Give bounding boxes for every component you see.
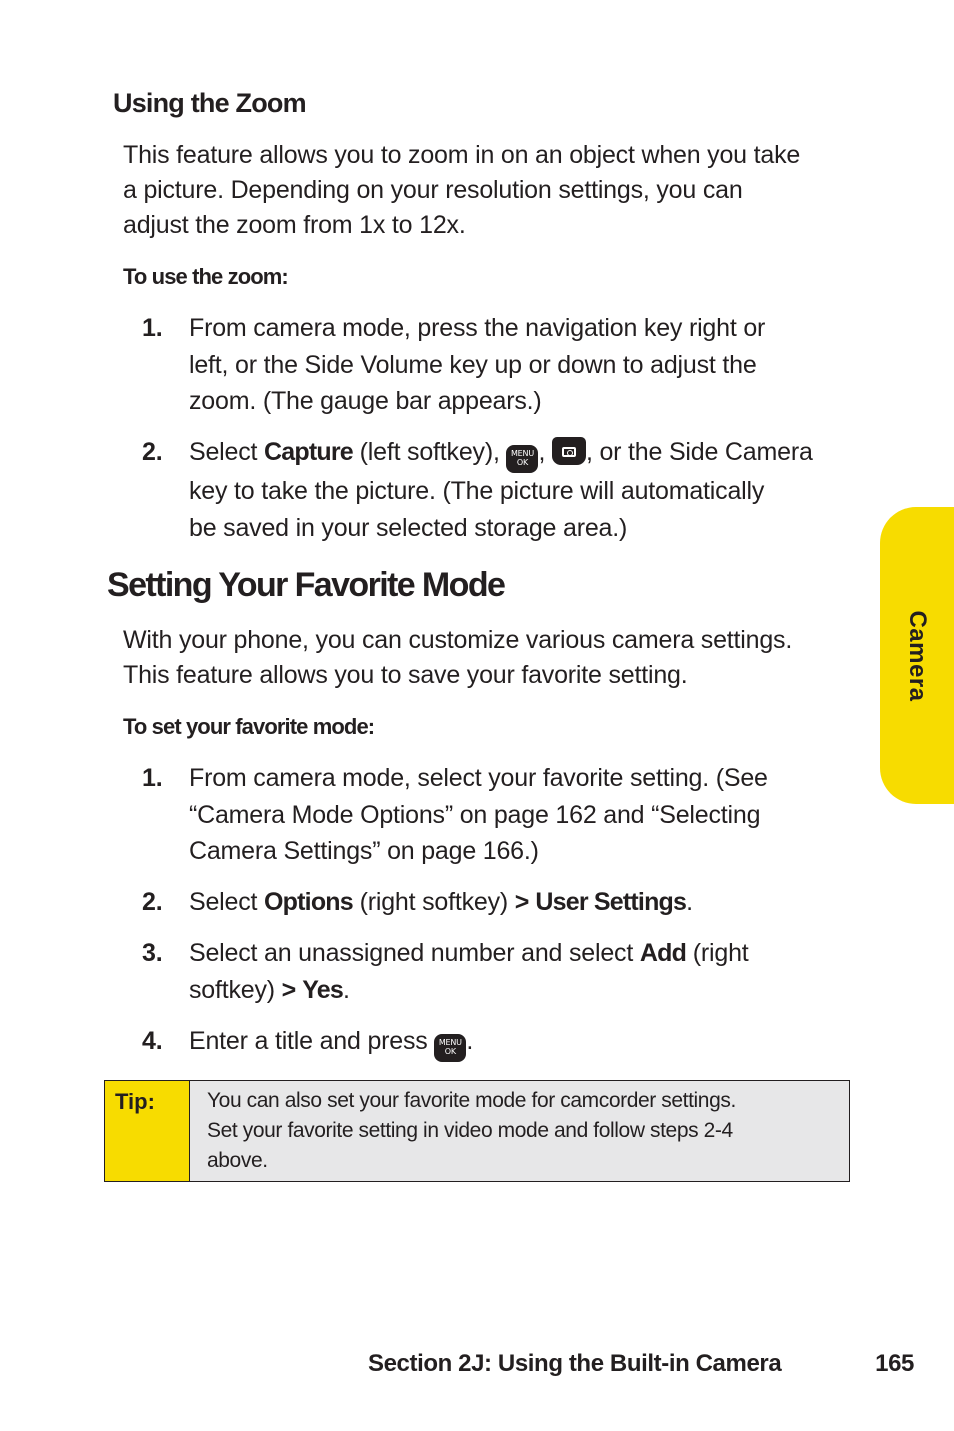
text-line: a picture. Depending on your resolution settings, you can — [123, 176, 743, 204]
favorite-intro — [123, 623, 863, 693]
text: . — [686, 888, 693, 916]
step-text — [189, 310, 859, 420]
text-line: From camera mode, press the navigation key right or — [189, 314, 766, 342]
step-number: 1. — [142, 764, 163, 792]
side-tab-camera — [880, 507, 954, 804]
step-text — [189, 935, 859, 1008]
favorite-subheading: To set your favorite mode: — [123, 714, 375, 739]
key-text: MENU — [510, 449, 534, 458]
text-line: From camera mode, select your favorite setting. (See — [189, 764, 768, 792]
zoom-subheading: To use the zoom: — [123, 264, 288, 289]
tip-box — [104, 1080, 850, 1182]
favorite-step-3 — [142, 935, 842, 1009]
text: , — [538, 438, 546, 466]
key-text: OK — [444, 1047, 456, 1056]
text: (right — [686, 939, 749, 967]
page-footer — [368, 1350, 914, 1378]
text-line: Set your favorite setting in video mode and follow steps 2-4 — [207, 1119, 733, 1142]
section-heading-zoom: Using the Zoom — [113, 88, 306, 118]
yes-label: Yes — [302, 975, 343, 1004]
text: Select — [189, 888, 265, 916]
text: (left softkey), — [352, 438, 507, 466]
text-line: This feature allows you to save your favorite setting. — [123, 661, 688, 689]
menu-ok-key-icon — [434, 1034, 466, 1062]
step-text — [189, 884, 859, 921]
footer-section: Section 2J: Using the Built-in Camera — [368, 1350, 782, 1377]
page-number: 165 — [875, 1350, 914, 1377]
text-line: left, or the Side Volume key up or down to adjust the — [189, 350, 757, 379]
text: Select an unassigned number and select — [189, 939, 640, 967]
step-number: 2. — [142, 438, 163, 466]
text: , or the Side Camera — [585, 438, 813, 466]
step-number: 2. — [142, 888, 163, 916]
menu-ok-key-icon — [506, 445, 538, 473]
add-label: Add — [639, 939, 687, 967]
text: . — [342, 975, 350, 1004]
key-text: MENU — [438, 1038, 462, 1047]
options-label: Options — [264, 888, 353, 916]
text-line: key to take the picture. (The picture will automatically — [189, 477, 765, 505]
text: Select — [189, 438, 265, 466]
capture-label: Capture — [264, 438, 353, 466]
step-number: 4. — [142, 1027, 163, 1055]
tip-text — [190, 1081, 746, 1181]
step-number: 3. — [142, 939, 163, 967]
text-line: This feature allows you to zoom in on an object when you take — [123, 141, 801, 169]
text-line — [189, 935, 859, 972]
favorite-step-4 — [142, 1023, 842, 1060]
camera-icon — [552, 437, 586, 465]
text: Enter a title and press — [189, 1027, 435, 1055]
chevron-right-icon: > — [281, 975, 296, 1004]
text-line: above. — [207, 1149, 268, 1172]
text-line: adjust the zoom from 1x to 12x. — [123, 211, 466, 239]
zoom-step-1 — [142, 310, 842, 420]
text-line — [189, 972, 859, 1009]
user-settings-label: User Settings — [535, 888, 687, 916]
tip-label: Tip: — [105, 1081, 190, 1181]
text-line: With your phone, you can customize various camera settings. — [123, 626, 793, 654]
text: . — [466, 1027, 474, 1055]
favorite-step-2 — [142, 884, 842, 921]
text: softkey) — [189, 975, 282, 1004]
favorite-step-1 — [142, 760, 842, 870]
zoom-step-2 — [142, 434, 842, 544]
text-line: Camera Settings” on page 166.) — [189, 837, 539, 865]
side-tab-label: Camera — [904, 609, 931, 702]
text-line: be saved in your selected storage area.) — [189, 513, 628, 542]
zoom-intro — [123, 138, 863, 243]
step-text — [189, 760, 859, 870]
chevron-right-icon: > — [514, 888, 529, 916]
key-text: OK — [516, 458, 529, 467]
text-line — [189, 434, 859, 473]
text: (right softkey) — [352, 888, 515, 916]
text-line: zoom. (The gauge bar appears.) — [189, 387, 542, 415]
section-heading-favorite: Setting Your Favorite Mode — [107, 566, 505, 604]
text-line: You can also set your favorite mode for camcorder settings. — [207, 1089, 736, 1112]
step-number: 1. — [142, 314, 163, 342]
step-text — [189, 434, 859, 546]
text-line: “Camera Mode Options” on page 162 and “Selecting — [189, 800, 761, 829]
step-text — [189, 1023, 859, 1062]
